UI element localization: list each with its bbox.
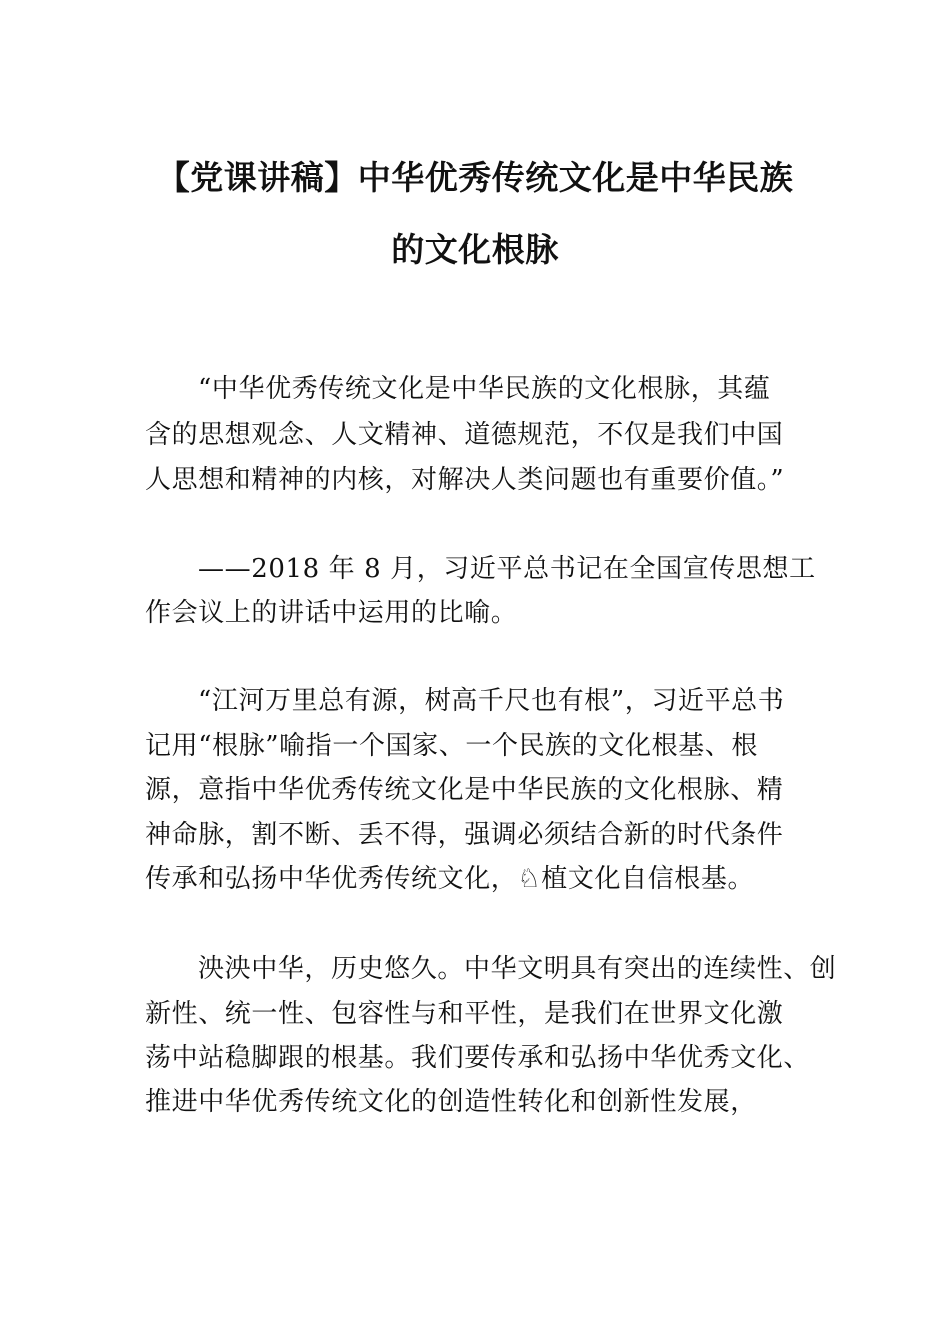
paragraph-2-line-2: 作会议上的讲话中运用的比喻。 (145, 598, 518, 628)
paragraph-1-line-2: 含的思想观念、人文精神、道德规范，不仅是我们中国 (145, 420, 784, 450)
document-title-line-1: 【党课讲稿】中华优秀传统文化是中华民族 (156, 158, 794, 197)
paragraph-3-line-5: 传承和弘扬中华优秀传统文化，♘植文化自信根基。 (145, 864, 755, 894)
paragraph-3-line-4: 神命脉，割不断、丢不得，强调必须结合新的时代条件 (145, 820, 784, 850)
paragraph-3-line-3: 源，意指中华优秀传统文化是中华民族的文化根脉、精 (145, 775, 784, 805)
paragraph-4-line-3: 荡中站稳脚跟的根基。我们要传承和弘扬中华优秀文化、 (145, 1043, 811, 1073)
paragraph-3-line-1: “江河万里总有源，树高千尺也有根”，习近平总书 (198, 686, 785, 716)
paragraph-2-line-1: ——2018 年 8 月，习近平总书记在全国宣传思想工 (198, 554, 816, 584)
paragraph-3-line-2: 记用“根脉”喻指一个国家、一个民族的文化根基、根 (145, 731, 758, 761)
paragraph-4-line-2: 新性、统一性、包容性与和平性，是我们在世界文化激 (145, 999, 784, 1029)
paragraph-4-line-1: 泱泱中华，历史悠久。中华文明具有突出的连续性、创 (198, 954, 837, 984)
paragraph-4-line-4: 推进中华优秀传统文化的创造性转化和创新性发展， (145, 1087, 757, 1117)
document-title-line-2: 的文化根脉 (391, 230, 559, 269)
paragraph-1-line-1: “中华优秀传统文化是中华民族的文化根脉，其蕴 (198, 374, 771, 404)
paragraph-1-line-3: 人思想和精神的内核，对解决人类问题也有重要价值。” (145, 465, 785, 495)
